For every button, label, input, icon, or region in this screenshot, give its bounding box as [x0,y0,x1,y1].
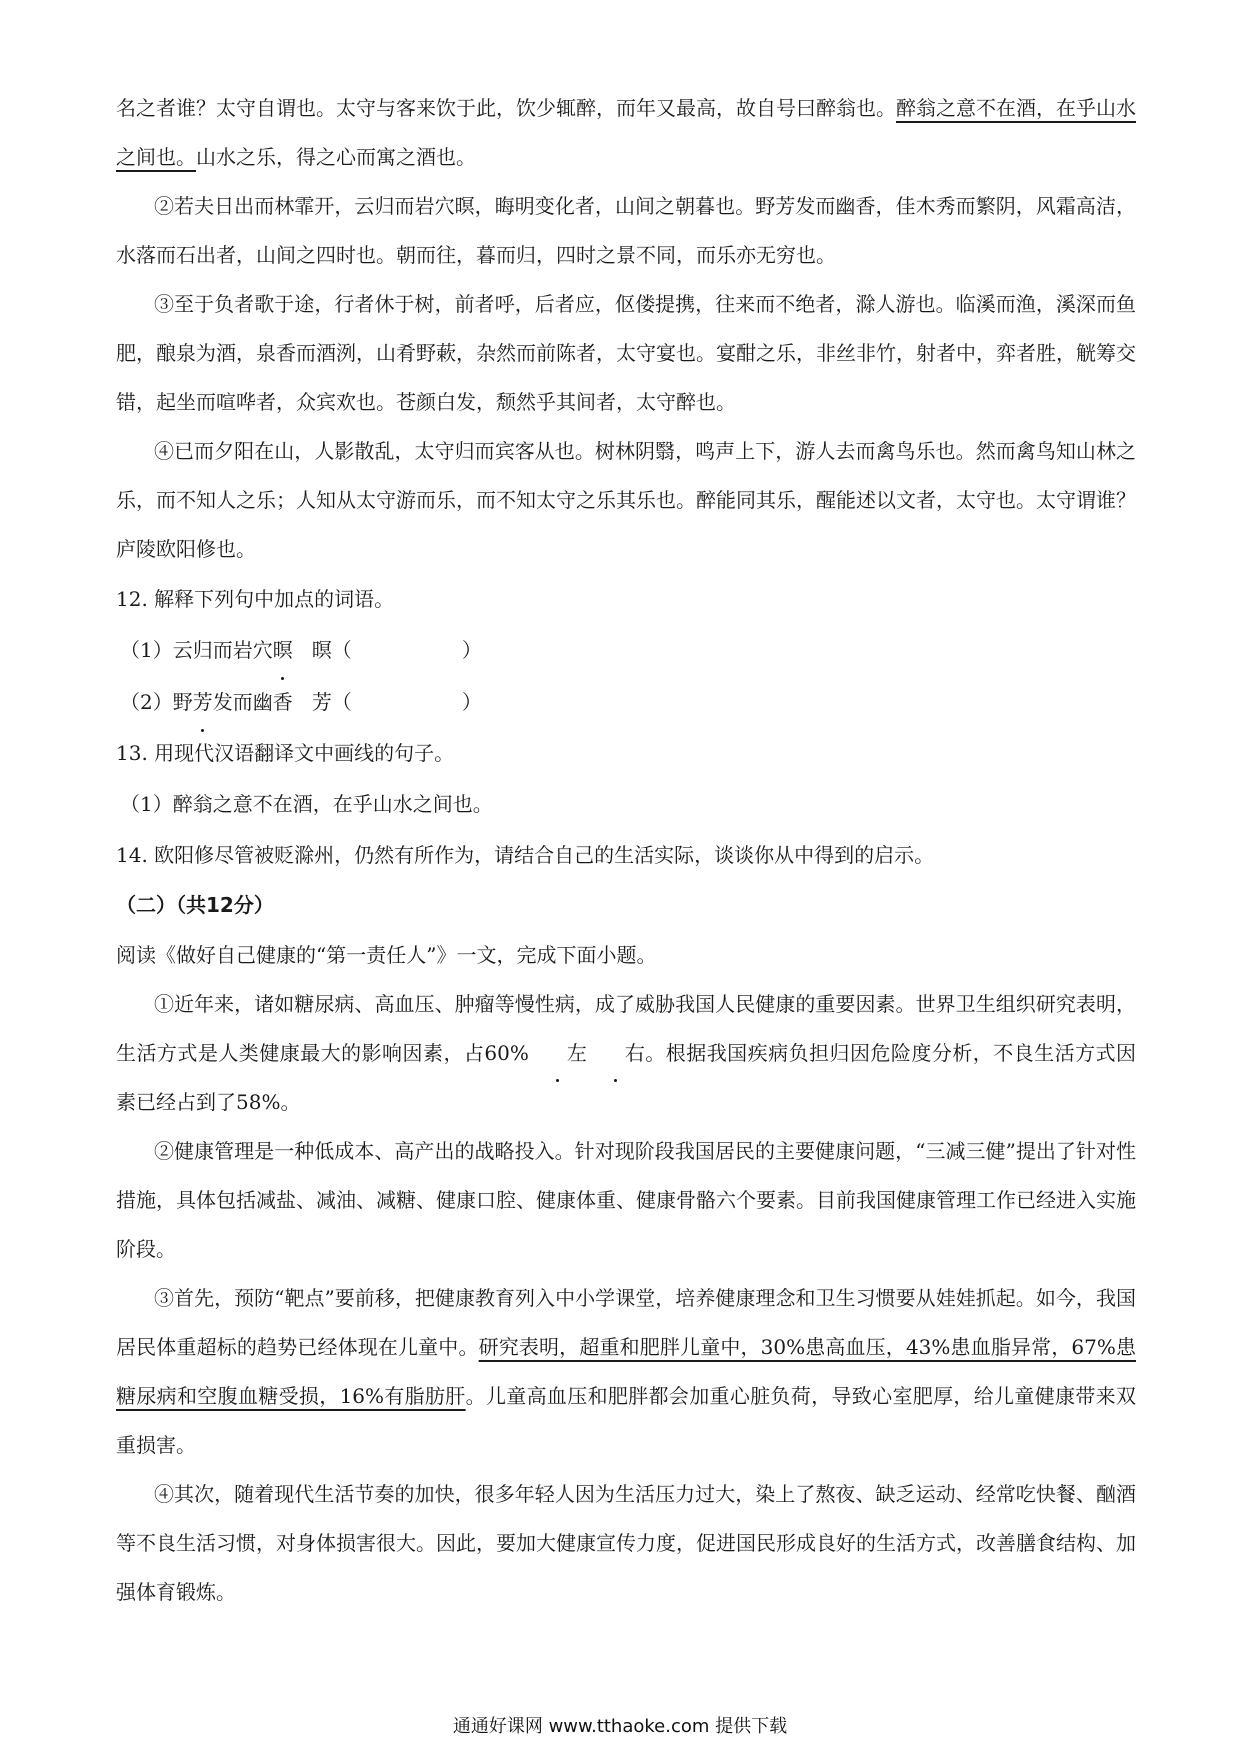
question-12-2 [116,676,1136,728]
dotted-word: 芳 [193,676,213,728]
section-2-title: （二）（共12分） [116,893,274,917]
document-content [116,84,1136,1617]
passage1-paragraph-3: ③至于负者歌于途，行者休于树，前者呼，后者应，伛偻提携，往来而不绝者，滁人游也。临溪而渔，溪深而鱼肥，酿泉为酒，泉香而酒洌，山肴野蔌，杂然而前陈者，太守宴也。宴酣之乐，非丝非竹，射者中，弈者胜，觥筹交错，起坐而喧哗者，众宾欢也。苍颜白发，颓然乎其间者，太守醉也。 [116,292,1136,414]
q12-2-word: 芳（ [311,690,352,714]
question-12-1 [116,624,1136,676]
q12-2-close: ） [461,690,482,714]
passage1-paragraph-1 [116,84,1136,182]
passage2-paragraph-1 [116,980,1136,1127]
passage2-p3-tail: 。儿童高血压和肥胖都会加重心脏负荷，导致心室肥厚，给儿童健康带来双重损害。 [116,1384,1137,1457]
dotted-word: 暝 [273,624,293,676]
passage1-paragraph-2: ②若夫日出而林霏开，云归而岩穴暝，晦明变化者，山间之朝暮也。野芳发而幽香，佳木秀而繁阴，风霜高洁，水落而石出者，山间之四时也。朝而往，暮而归，四时之景不同，而乐亦无穷也。 [116,194,1136,267]
passage1-paragraph-4: ④已而夕阳在山，人影散乱，太守归而宾客从也。树林阴翳，鸣声上下，游人去而禽鸟乐也。然而禽鸟知山林之乐，而不知人之乐；人知从太守游而乐，而不知太守之乐其乐也。醉能同其乐，醒能述以文者，太守也。太守谓谁？庐陵欧阳修也。 [116,439,1136,561]
underlined-sentence: 研究表明，超重和肥胖儿童中，30%患高血压，43%患血脂异常，67%患糖尿病和空腹血糖受损，16%有脂肪肝 [116,1335,1137,1408]
question-12: 12. 解释下列句中加点的词语。 [116,587,395,611]
q12-1-close: ） [461,638,482,662]
passage1-p1-text: 名之者谁？太守自谓也。太守与客来饮于此，饮少辄醉，而年又最高，故自号曰醉翁也。 [116,96,896,120]
question-13: 13. 用现代汉语翻译文中画线的句子。 [116,741,455,765]
passage2-p1-text: ①近年来，诸如糖尿病、高血压、肿瘤等慢性病，成了威胁我国人民健康的重要因素。世界卫生组织研究表明，生活方式是人类健康最大的影响因素，占60% [116,992,1136,1065]
q12-1-sentence: （1）云归而岩穴 [120,638,273,662]
dotted-word: 左 [529,1029,587,1078]
passage2-paragraph-4: ④其次，随着现代生活节奏的加快，很多年轻人因为生活压力过大，染上了熬夜、缺乏运动、经常吃快餐、酗酒等不良生活习惯，对身体损害很大。因此，要加大健康宣传力度，促进国民形成良好的生活方式，改善膳食结构、加强体育锻炼。 [116,1482,1136,1604]
q12-1-word: 暝（ [311,638,352,662]
question-13-1: （1）醉翁之意不在酒，在乎山水之间也。 [120,792,493,816]
passage2-p3-text: ③首先，预防“靶点”要前移，把健康教育列入中小学课堂，培养健康理念和卫生习惯要从娃娃抓起。如今，我国居民体重超标的趋势已经体现在儿童中。 [116,1286,1136,1359]
section-2-intro: 阅读《做好自己健康的“第一责任人”》一文，完成下面小题。 [116,943,657,967]
dotted-word: 右 [587,1029,645,1078]
passage2-p1-tail: 。根据我国疾病负担归因危险度分析，不良生活方式因素已经占到了58%。 [116,1041,1137,1114]
passage2-paragraph-2: ②健康管理是一种低成本、高产出的战略投入。针对现阶段我国居民的主要健康问题，“三减三健”提出了针对性措施，具体包括减盐、减油、减糖、健康口腔、健康体重、健康骨骼六个要素。目前我国健康管理工作已经进入实施阶段。 [116,1139,1136,1261]
q12-2-sentence-post: 发而幽香 [212,690,293,714]
q12-2-sentence-pre: （2）野 [120,690,193,714]
underlined-sentence: 醉翁之意不在酒，在乎山水之间也。 [116,96,1136,169]
question-14: 14. 欧阳修尽管被贬滁州，仍然有所作为，请结合自己的生活实际，谈谈你从中得到的启示。 [116,843,935,867]
passage2-paragraph-3 [116,1274,1136,1470]
footer-download-note: 通通好课网 www.tthaoke.com 提供下载 [452,1716,788,1737]
passage1-p1-tail: 山水之乐，得之心而寓之酒也。 [196,145,476,169]
